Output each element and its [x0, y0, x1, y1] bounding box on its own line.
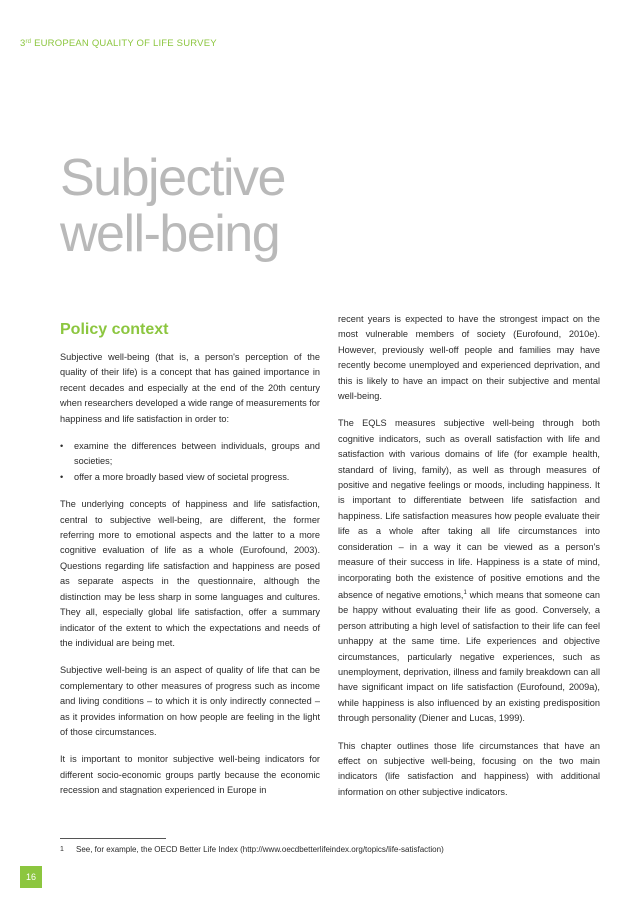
bullet-list — [60, 439, 320, 485]
running-head: 3rd EUROPEAN QUALITY OF LIFE SURVEY — [20, 38, 217, 49]
footnote-number: 1 — [60, 846, 64, 853]
paragraph: The underlying concepts of happiness and life satisfaction, central to subjective well-being, are different, the former referring more to emotional aspects and the latter to a more cognitive evaluation of life as a whole (Eurofound, 2003). Questions regarding life satisfaction and happiness are posed as separate aspects in the questionnaire, although the distinction may be less sharp in some languages and cultures. They all, especially global life satisfaction, offer a summary indicator of the extent to which the expectations and needs of the individual are being met. — [60, 499, 320, 648]
footnote-reference[interactable]: 1 — [463, 589, 467, 596]
chapter-title-line-2: well-being — [60, 205, 280, 263]
paragraph: The EQLS measures subjective well-being through both cognitive indicators, such as overall satisfaction with life and satisfaction with various domains of life (for example health, standard of living, family), as well as through measures of positive and negative feelings or moods, including happiness. It is important to differentiate between life satisfaction and happiness. Life satisfaction measures how people evaluate their life as a whole after taking all life circumstances into consideration – in a way it can be viewed as a person's measure of their success in life. Happiness is a state of mind, incorporating both the existence of positive emotions and the absence of negative emotions,$^1$ which means that someone can be happy without evaluating their life as good. Conversely, a person attributing a high level of satisfaction to their life can feel unhappy at the same time. Life experiences and objective circumstances, particularly negative experiences, such as unemployment, deprivation, illness and family breakdown can all have significant impact on life satisfaction (Eurofound, 2009a), while happiness is also influenced by an existing predisposition through personality (Diener and Lucas, 1999). — [338, 418, 601, 724]
footnote — [60, 844, 600, 855]
bullet-item: • examine the differences between individuals, groups and societies; — [60, 439, 320, 470]
paragraph: This chapter outlines those life circumstances that have an effect on subjective well-being, focusing on the two main indicators (life satisfaction and happiness) with additional information on other subjective indicators. — [338, 740, 600, 797]
footnote-divider — [60, 838, 166, 839]
page-number: 16 — [20, 866, 42, 888]
paragraph: recent years is expected to have the strongest impact on the most vulnerable members of society (Eurofound, 2010e). However, previously well-off people and families may have recently become unemployed and experienced deprivation, and this is likely to have an impact on their subjective and mental well-being. — [338, 314, 600, 402]
paragraph: Subjective well-being is an aspect of quality of life that can be complementary to other measures of progress such as income and living conditions – to which it is only indirectly connected – as it provides information on how people are feeling in the light of those circumstances. — [60, 665, 320, 737]
paragraph: It is important to monitor subjective well-being indicators for different socio-economic groups partly because the economic recession and stagnation experienced in Europe in — [60, 754, 320, 796]
chapter-title-line-1: Subjective — [60, 149, 285, 207]
right-column — [338, 312, 600, 812]
footnote-text: See, for example, the OECD Better Life Index (http://www.oecdbetterlifeindex.org/topics/life-satisfaction) — [76, 845, 444, 854]
paragraph: Subjective well-being (that is, a person's perception of the quality of their life) is a concept that has gained importance in recent decades and especially at the end of the 20th century when researchers developed a wide range of measurements for happiness and life satisfaction in order to: — [60, 352, 320, 424]
bullet-item: • offer a more broadly based view of societal progress. — [60, 470, 320, 485]
left-column — [60, 320, 320, 811]
chapter-title — [60, 150, 285, 262]
section-heading: Policy context — [60, 321, 169, 338]
